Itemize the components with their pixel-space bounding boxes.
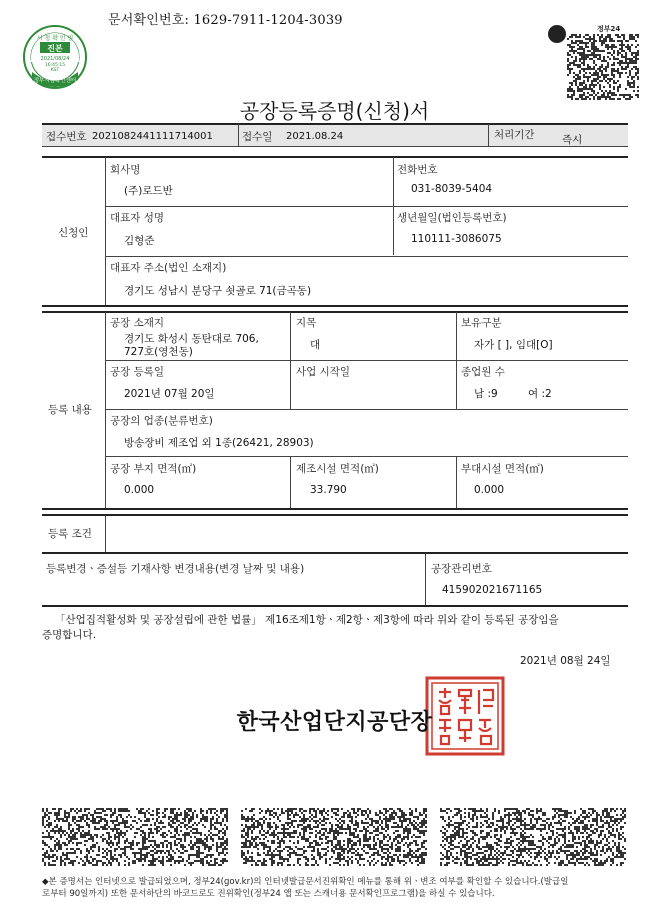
land-category: 대: [310, 339, 321, 351]
representative-name-label: 대표자 성명: [110, 212, 165, 224]
footer-note: [42, 876, 632, 900]
seal-top-text: 시 청 확 인 필: [36, 35, 74, 42]
auxiliary-area: 0.000: [474, 484, 505, 496]
changes-label: 등록변경ㆍ증설등 기재사항 변경내용(변경 날짜 및 내용): [46, 563, 305, 575]
ownership-label: 보유구분: [461, 317, 502, 329]
seal-date: 2021/08/24: [40, 56, 70, 62]
auxiliary-area-label: 부대시설 면적(㎡): [461, 463, 544, 475]
footer-line1: ◆본 증명서는 인터넷으로 발급되었으며, 정부24(gov.kr)의 인터넷발급문서진위확인 메뉴를 통해 위ㆍ변조 여부를 확인할 수 있습니다.(발급일: [42, 877, 569, 887]
receipt-number-label: 접수번호: [46, 131, 87, 143]
processing-period-label: 처리기간: [494, 129, 535, 141]
employees-label: 종업원 수: [461, 366, 505, 378]
employees-male: 남 :9: [474, 388, 498, 400]
phone-number: 031-8039-5404: [411, 183, 493, 195]
barcode-1-icon: [42, 808, 228, 866]
factory-location-line2: 727호(영천동): [124, 346, 193, 358]
applicant-section-label: 신청인: [58, 227, 89, 239]
phone-label: 전화번호: [397, 164, 438, 176]
site-area: 0.000: [124, 484, 155, 496]
representative-address: 경기도 성남시 분당구 쇳골로 71(금곡동): [124, 285, 312, 297]
factory-management-number-label: 공장관리번호: [431, 563, 492, 575]
factory-location-label: 공장 소재지: [110, 317, 165, 329]
representative-name: 김형준: [124, 235, 155, 247]
employees-female: 여 :2: [528, 388, 552, 400]
barcode-2-icon: [241, 808, 427, 866]
seal-center-text: 진본: [47, 44, 63, 53]
seal-bottom-text: 정부시점확인센터: [33, 78, 77, 84]
issue-date: 2021년 08월 24일: [520, 655, 611, 667]
registration-conditions-label: 등록 조건: [48, 528, 92, 540]
barcode-3-icon: [440, 808, 626, 866]
site-area-label: 공장 부지 면적(㎡): [110, 463, 197, 475]
company-name: (주)로드반: [124, 185, 173, 197]
corporate-registration-number: 110111-3086075: [411, 233, 502, 245]
qr-label: 정부24: [597, 25, 621, 33]
manufacturing-area: 33.790: [310, 484, 347, 496]
industry: 방송장비 제조업 외 1종(26421, 28903): [124, 437, 314, 449]
land-category-label: 지목: [296, 317, 317, 329]
factory-management-number: 415902021671165: [442, 584, 543, 596]
ownership-type: 자가 [ ], 임대[O]: [474, 339, 553, 351]
certification-statement-line1: 「산업집적활성화 및 공장설립에 관한 법률」 제16조제1항ㆍ제2항ㆍ제3항에 따라 위와 같이 등록된 공장임을: [55, 614, 559, 626]
receipt-number: 2021082441111714001: [92, 131, 213, 142]
company-name-label: 회사명: [110, 164, 141, 176]
certification-statement-line2: 증명합니다.: [42, 629, 97, 641]
page-title: 공장등록증명(신청)서: [239, 99, 430, 123]
birth-date-label: 생년월일(법인등록번호): [397, 212, 507, 224]
factory-registration-date-label: 공장 등록일: [110, 366, 165, 378]
representative-address-label: 대표자 주소(법인 소재지): [110, 262, 227, 274]
authenticity-seal: [22, 24, 88, 90]
seal-time: 16:45:15: [44, 63, 66, 68]
document-confirmation-number: 문서확인번호: 1629-7911-1204-3039: [108, 13, 343, 28]
operation-start-label: 사업 시작일: [296, 366, 351, 378]
industry-label: 공장의 업종(분류번호): [110, 415, 213, 427]
factory-registration-date: 2021년 07월 20일: [124, 388, 215, 400]
issuer-name: 한국산업단지공단장: [236, 710, 433, 735]
qr-code-icon: [545, 22, 643, 102]
processing-period: 즉시: [562, 134, 583, 146]
factory-location-line1: 경기도 화성시 동탄대로 706,: [124, 333, 259, 345]
receipt-date-label: 접수일: [242, 131, 273, 143]
receipt-date: 2021.08.24: [286, 131, 344, 142]
registration-section-label: 등록 내용: [48, 404, 92, 416]
footer-line2: 로부터 90일까지) 또한 문서하단의 바코드로도 진위확인(정부24 앱 또는 스캐너용 문서확인프로그램)을 하실 수 있습니다.: [42, 889, 495, 899]
manufacturing-area-label: 제조시설 면적(㎡): [296, 463, 379, 475]
seal-code: KST: [50, 68, 60, 73]
